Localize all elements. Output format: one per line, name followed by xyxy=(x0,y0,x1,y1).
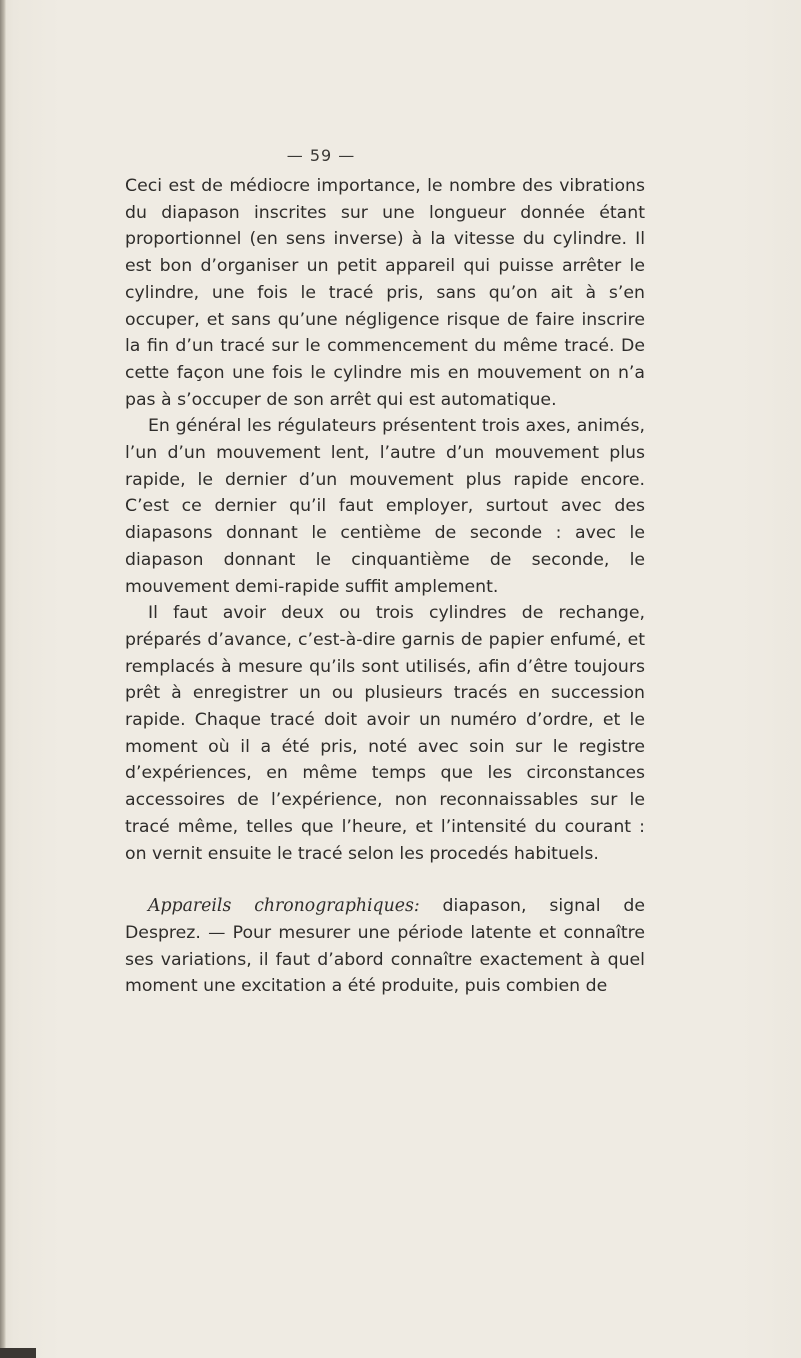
page-number: — 59 — xyxy=(286,146,356,165)
section-title: Appareils chronographiques: xyxy=(148,896,420,917)
section-text: diapason, signal de Desprez. — Pour mesurer une période latente et connaître ses variations, il faut d’abord connaître exactement à quel moment une excitation a été produite, puis combien de xyxy=(125,896,645,997)
paragraph-1: Ceci est de médiocre importance, le nombre des vibrations du diapason inscrites sur une longueur donnée étant proportionnel (en sens inverse) à la vitesse du cylindre. Il est bon d’organiser un petit appareil qui puisse arrêter le cylindre, une fois le tracé pris, sans qu’on ait à s’en occuper, et sans qu’une négligence risque de faire inscrire la fin d’un tracé sur le commencement du même tracé. De cette façon une fois le cylindre mis en mouvement on n’a pas à s’occuper de son arrêt qui est automatique. xyxy=(125,176,645,410)
section-paragraph xyxy=(125,893,645,1000)
page-binding-edge xyxy=(0,0,6,1358)
corner-mark xyxy=(0,1348,36,1358)
paragraph-2: En général les régulateurs présentent trois axes, animés, l’un d’un mouvement lent, l’autre d’un mouvement plus rapide, le dernier d’un mouvement plus rapide encore. C’est ce dernier qu’il faut employer, surtout avec des diapasons donnant le centième de seconde : avec le diapason donnant le cinquantième de seconde, le mouvement demi-rapide suffit amplement. xyxy=(125,416,645,597)
paragraph-3: Il faut avoir deux ou trois cylindres de rechange, préparés d’avance, c’est-à-dire garnis de papier enfumé, et remplacés à mesure qu’ils sont utilisés, afin d’être toujours prêt à enregistrer un ou plusieurs tracés en succession rapide. Chaque tracé doit avoir un numéro d’ordre, et le moment où il a été pris, noté avec soin sur le registre d’expériences, en même temps que les circonstances accessoires de l’expérience, non reconnaissables sur le tracé même, telles que l’heure, et l’intensité du courant : on vernit ensuite le tracé selon les procedés habituels. xyxy=(125,603,645,864)
body-text xyxy=(125,173,645,1000)
